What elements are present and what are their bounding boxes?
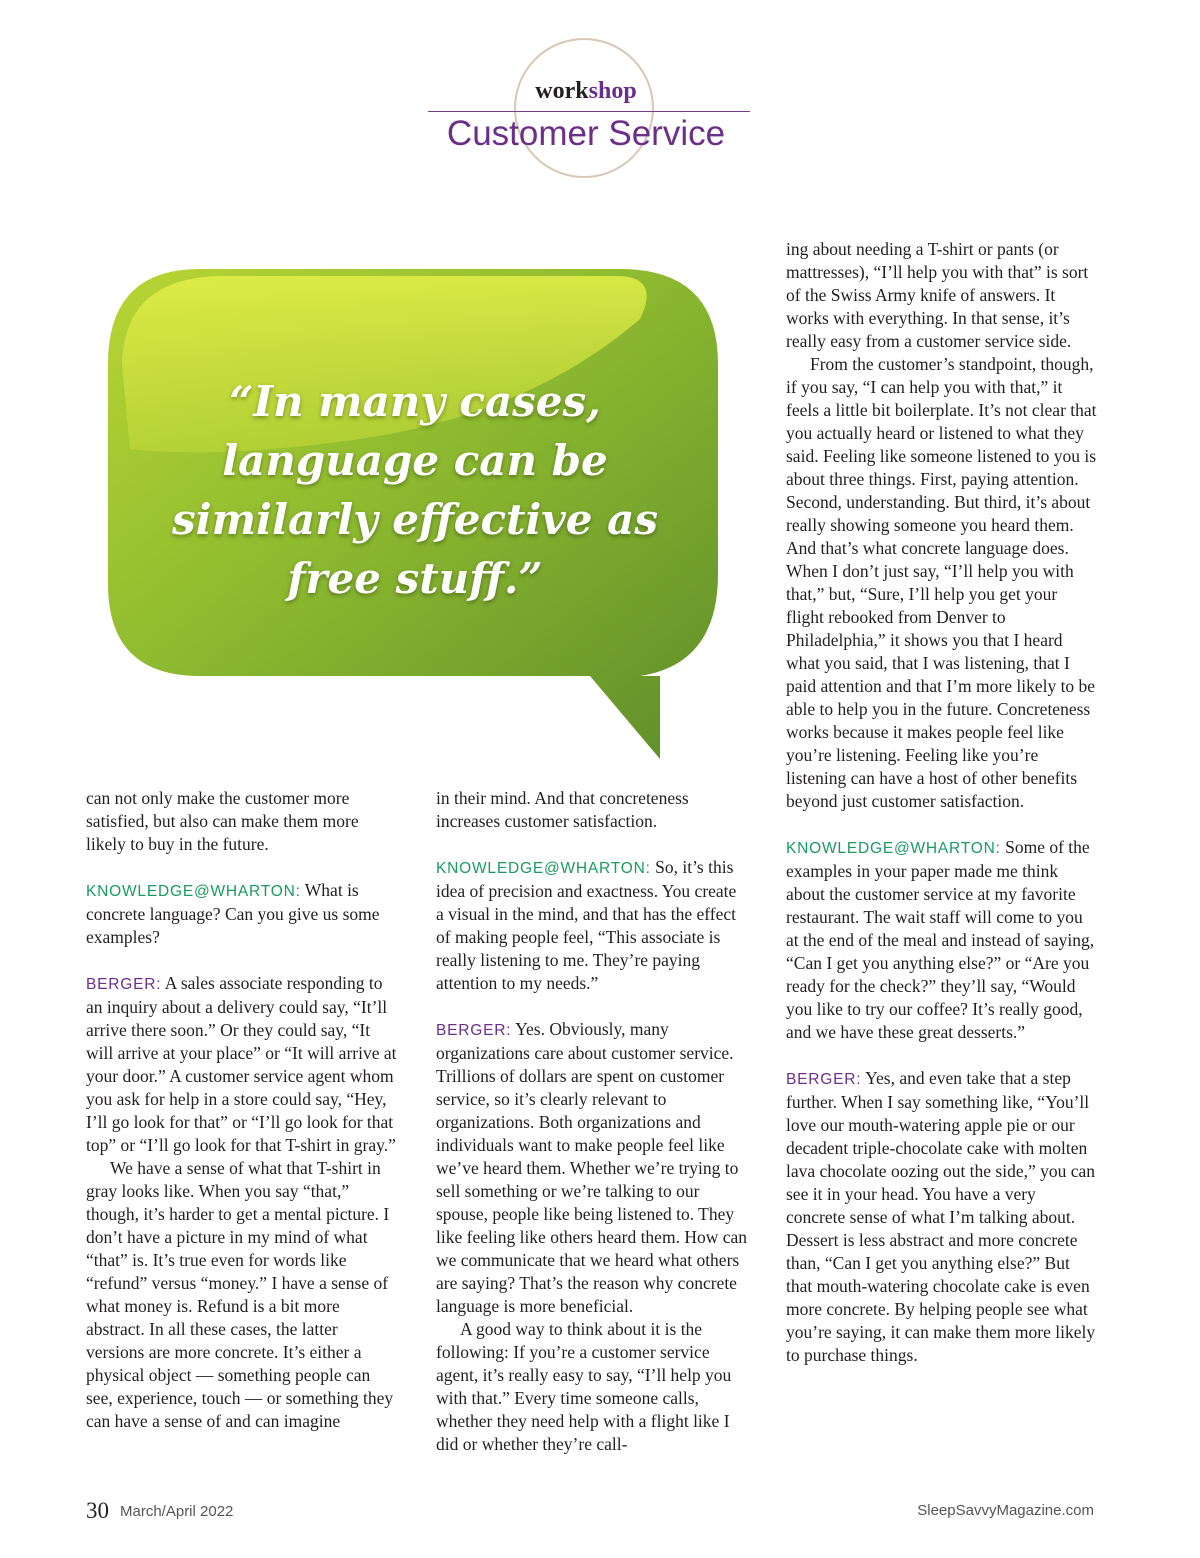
qa-answer	[86, 972, 398, 1157]
paragraph: A good way to think about it is the following: If you’re a customer service agent, it’s really easy to say, “I’ll help you with that.” Every time someone calls, whether they need help with a flight like I did or whether they’re call-	[436, 1319, 732, 1454]
paragraph-text: What is concrete language? Can you give us some examples?	[86, 880, 380, 947]
paragraph: can not only make the customer more satisfied, but also can make them more likely to buy in the future.	[86, 788, 359, 854]
paragraph: ing about needing a T-shirt or pants (or mattresses), “I’ll help you with that” is sort of the Swiss Army knife of answers. It works with everything. In that sense, it’s really easy from a customer service side.	[786, 239, 1089, 351]
speaker-label: BERGER:	[86, 976, 162, 993]
paragraph: We have a sense of what that T-shirt in gray looks like. When you say “that,” though, it’s harder to get a mental picture. I don’t have a picture in my mind of what “that” is. It’s true even for words like “refund” versus “money.” I have a sense of what money is. Refund is a bit more abstract. In all these cases, the latter versions are more concrete. It’s either a physical object — something people can see, experience, touch — or something they can have a sense of and can imagine	[86, 1158, 394, 1431]
paragraph: From the customer’s standpoint, though, if you say, “I can help you with that,” it feels a little bit boilerplate. It’s not clear that you actually heard or listened to what they said. Feeling like someone listened to you is about three things. First, paying attention. Second, understanding. But third, it’s about really showing someone you heard them. And that’s what concrete language does. When I don’t just say, “I’ll help you with that,” but, “Sure, I’ll help you get your flight rebooked from Denver to Philadelphia,” it shows you that I heard what you said, that I was listening, that I paid attention and that I’m more likely to be able to help you in the future. Concreteness works because it makes people feel like you’re listening. Feeling like you’re listening can have a host of other benefits beyond just customer satisfaction.	[786, 354, 1097, 811]
qa-answer	[786, 1067, 1098, 1367]
kicker-shop: shop	[588, 78, 637, 104]
paragraph-text: Yes. Obviously, many organizations care about customer service. Trillions of dollars are spent on customer service, so it’s clearly relevant to organizations. Both organizations and individuals want to make people feel like we’ve heard them. Whether we’re trying to sell something or we’re talking to our spouse, people like being listened to. They like feeling like others heard them. How can we communicate that we heard what others are saying? That’s the reason why concrete language is more beneficial.	[436, 1019, 748, 1316]
article-column-2	[436, 787, 748, 1456]
paragraph-text: A sales associate responding to an inquiry about a delivery could say, “It’ll arrive there soon.” Or they could say, “It will arrive at your place” or “It will arrive at your door.” A customer service agent whom you ask for help in a store could say, “Hey, I’ll go look for that” or “I’ll go look for that top” or “I’ll go look for that T-shirt in gray.”	[86, 973, 397, 1155]
speaker-label: KNOWLEDGE@WHARTON:	[786, 840, 1001, 857]
speaker-label: KNOWLEDGE@WHARTON:	[436, 860, 651, 877]
kicker-work: work	[535, 78, 589, 104]
article-column-3	[786, 238, 1098, 1367]
speaker-label: BERGER:	[786, 1071, 862, 1088]
qa-question	[86, 879, 398, 949]
section-kicker	[428, 78, 744, 105]
paragraph-text: So, it’s this idea of precision and exactness. You create a visual in the mind, and that has the effect of making people feel, “This associate is really listening to me. They’re paying attention to my needs.”	[436, 857, 737, 993]
magazine-website: SleepSavvyMagazine.com	[917, 1502, 1094, 1519]
pull-quote: “In many cases, language can be similarly effective as free stuff.”	[172, 377, 658, 603]
page-number: 30	[86, 1498, 109, 1523]
qa-question	[436, 856, 748, 995]
speaker-label: KNOWLEDGE@WHARTON:	[86, 883, 301, 900]
paragraph: in their mind. And that concreteness increases customer satisfaction.	[436, 788, 689, 831]
article-column-1	[86, 787, 398, 1433]
qa-question	[786, 836, 1098, 1044]
qa-answer	[436, 1018, 748, 1318]
header-circle-ornament	[514, 38, 654, 178]
issue-date: March/April 2022	[120, 1503, 234, 1520]
speaker-label: BERGER:	[436, 1022, 512, 1039]
paragraph-text: Some of the examples in your paper made me think about the customer service at my favorite restaurant. The wait staff will come to you at the end of the meal and instead of saying, “Can I get you anything else?” or “Are you ready for the check?” they’ll say, “Would you like to try our coffee? It’s really good, and we have these great desserts.”	[786, 837, 1095, 1042]
paragraph-text: Yes, and even take that a step further. When I say something like, “You’ll love our mouth-watering apple pie or our decadent triple-chocolate cake with molten lava chocolate oozing out the side,” you can see it in your head. You have a very concrete sense of what I’m talking about. Dessert is less abstract and more concrete than, “Can I get you anything else?” But that mouth-watering chocolate cake is even more concrete. By helping people see what you’re saying, it can make them more likely to purchase things.	[786, 1068, 1096, 1365]
section-title: Customer Service	[446, 114, 726, 153]
